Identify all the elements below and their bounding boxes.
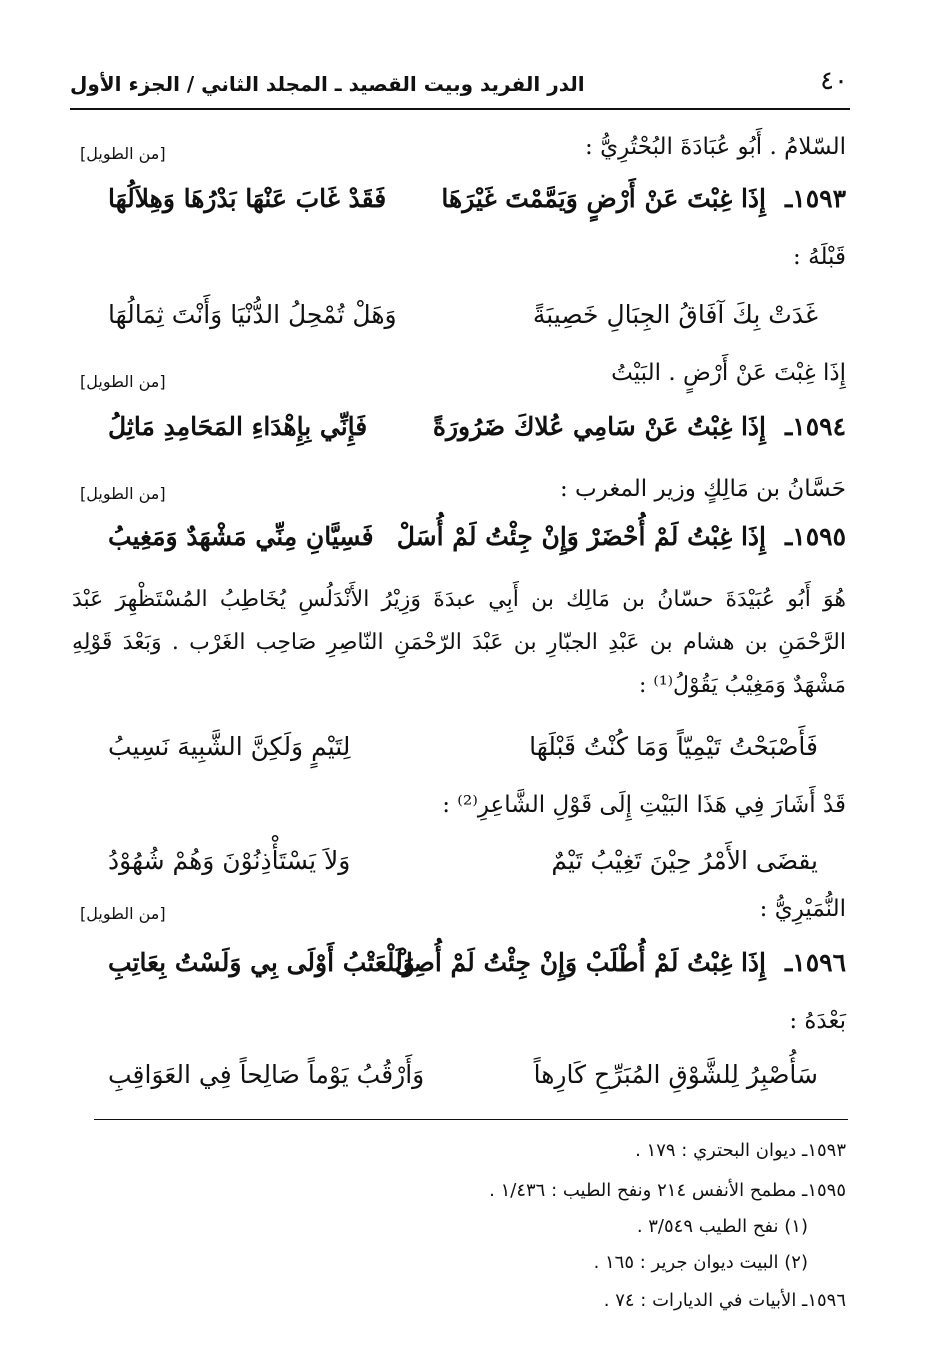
footnote-1596: ١٥٩٦ـ الأبيات في الديارات : ٧٤ . xyxy=(603,1290,846,1311)
running-title: الدر الفريد وبيت القصيد ـ المجلد الثاني / الجزء الأول xyxy=(70,72,585,96)
verse-number-1594: ١٥٩٤ـ xyxy=(784,412,846,441)
commentary-line: قَدْ أَشَارَ فِي هَذَا البَيْتِ إِلَى قَوْلِ الشَّاعِرِ⁽²⁾ : xyxy=(442,792,846,818)
header-rule xyxy=(70,108,850,110)
verse-1595-second-hemistich: فَسِيَّانِ مِنِّي مَشْهَدٌ وَمَغِيبُ xyxy=(108,522,374,551)
verse-1595-first-hemistich: إِذَا غِبْتُ لَمْ أُحْضَرْ وَإِنْ جِئْتُ لَمْ أُسَلْ xyxy=(396,522,766,551)
footnote-1593: ١٥٩٣ـ ديوان البحتري : ١٧٩ . xyxy=(635,1140,846,1161)
verse-1596-second-hemistich: وَلَلْعَتْبُ أَوْلَى بِي وَلَسْتُ بِعَاتِبِ xyxy=(108,948,415,977)
meter-label: [من الطويل] xyxy=(80,484,166,503)
verse-jarir-first-hemistich: يقضَى الأَمْرُ حِيْنَ تَغِيْبُ تَيْمٌ xyxy=(551,846,818,875)
verse-number-1595: ١٥٩٥ـ xyxy=(784,522,846,551)
page-number: ٤٠ xyxy=(820,66,848,96)
meter-label: [من الطويل] xyxy=(80,372,166,391)
verse-1596-first-hemistich: إِذَا غِبْتُ لَمْ أُطْلَبْ وَإِنْ جِئْتُ لَمْ أُصِلْ xyxy=(394,948,766,977)
verse-1594-second-hemistich: فَإِنِّي بِإِهْدَاءِ المَحَامِدِ مَاثِلُ xyxy=(108,412,368,441)
label-after: بَعْدَهُ : xyxy=(789,1008,846,1034)
commentary-paragraph: هُوَ أَبُو عُبَيْدَةَ حسّانُ بن مَالِك بن أَبِي عبدَةَ وَزِيْرُ الأَنْدَلُسِ يُخَاطِبُ المُسْتَظْهِرَ عَبْدَ الرَّحْمَنِ بن هشام بن عَبْدِ الجبّارِ بن عَبْدَ الرّحْمَنِ النّاصِرِ صَاحِب الغَرْب . وَبَعْدَ قَوْلِهِ مَشْهَدٌ وَمَغِيْبُ يَقُوْلُ⁽¹⁾ : xyxy=(72,587,846,698)
verse-jarir-second-hemistich: وَلاَ يَسْتَأْذِنُوْنَ وَهُمْ شُهُوْدُ xyxy=(108,846,351,875)
page-header xyxy=(70,66,848,106)
verse-1593-first-hemistich: إِذَا غِبْتَ عَنْ أَرْضٍ وَيَمَّمْتَ غَيْرَهَا xyxy=(441,184,766,213)
intro-numayri: النُّمَيْرِيُّ : xyxy=(759,896,846,922)
verse-number-1593: ١٥٩٣ـ xyxy=(784,184,846,213)
footnote-1595: ١٥٩٥ـ مطمح الأنفس ٢١٤ ونفح الطيب : ١/٤٣٦ . xyxy=(489,1180,846,1201)
footnote-1: (١) نفح الطيب ٣/٥٤٩ . xyxy=(636,1216,808,1237)
label-before: قَبْلَهُ : xyxy=(793,244,846,270)
meter-label: [من الطويل] xyxy=(80,904,166,923)
verse-tamim-first-hemistich: فَأَصْبَحْتُ تَيْمِيّاً وَمَا كُنْتُ قَبْلَهَا xyxy=(529,732,818,761)
verse-1593-second-hemistich: فَقَدْ غَابَ عَنْهَا بَدْرُهَا وَهِلاَلُهَا xyxy=(108,184,387,213)
verse-tamim-second-hemistich: لِتَيْمٍ وَلَكِنَّ الشَّبِيهَ نَسِيبُ xyxy=(108,732,351,761)
reference-line: إِذَا غِبْتَ عَنْ أَرْضٍ . البَيْتُ xyxy=(611,360,846,386)
meter-label: [من الطويل] xyxy=(80,144,166,163)
verse-before-first-hemistich: غَدَتْ بِكَ آفَاقُ الجِبَالِ خَصِيبَةً xyxy=(532,300,818,329)
verse-before-second-hemistich: وَهَلْ تُمْحِلُ الدُّنْيَا وَأَنْتَ ثِمَالُهَا xyxy=(108,300,397,329)
intro-bohtori: السّلامُ . أَبُو عُبَادَةَ البُحْتُرِيُّ : xyxy=(585,134,846,160)
footnote-2: (٢) البيت ديوان جرير : ١٦٥ . xyxy=(593,1252,808,1273)
verse-after-second-hemistich: وَأَرْقُبُ يَوْماً صَالِحاً فِي العَوَاقِبِ xyxy=(108,1060,425,1089)
verse-after-first-hemistich: سَأُصْبِرُ لِلشَّوْقِ المُبَرِّحِ كَارِهاً xyxy=(533,1060,818,1089)
verse-1594-first-hemistich: إِذَا غِبْتُ عَنْ سَامِي عُلاكَ ضَرُورَةً xyxy=(432,412,766,441)
intro-hassan: حَسَّانُ بن مَالِكٍ وزير المغرب : xyxy=(559,476,846,502)
verse-number-1596: ١٥٩٦ـ xyxy=(784,948,846,977)
footnote-rule xyxy=(94,1119,848,1120)
